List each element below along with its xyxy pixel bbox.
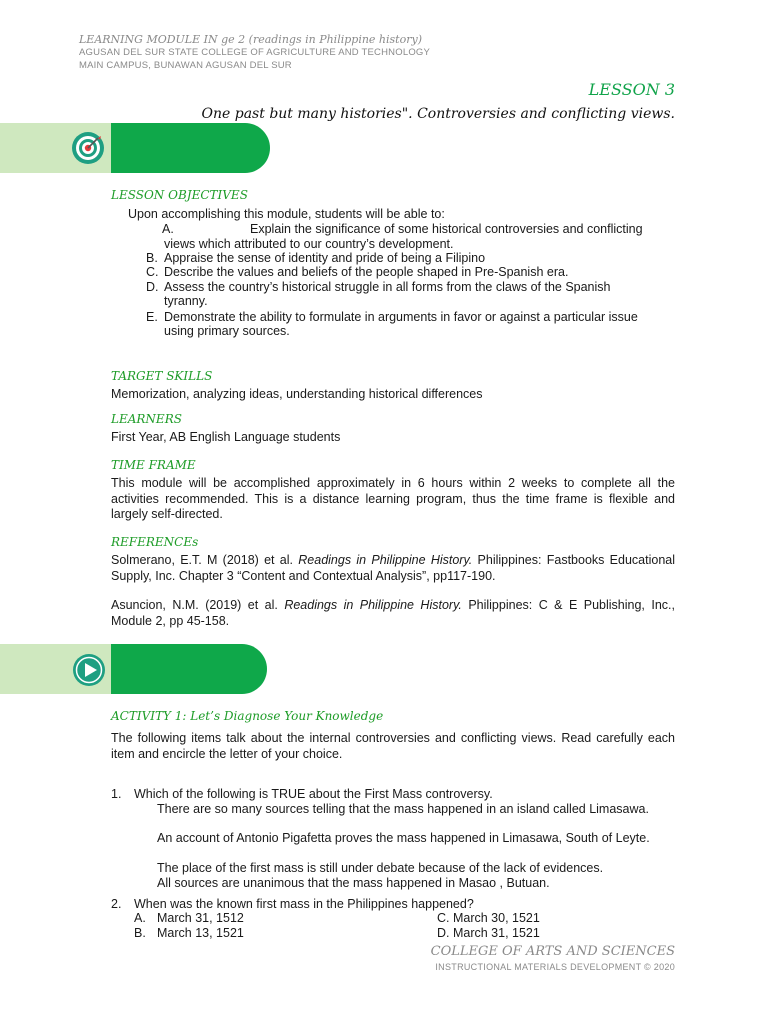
time-frame-text: This module will be accomplished approximately in 6 hours within 2 weeks to complete all the activities recommended. This is a distance learning program, thus the time frame is flexible and largely self-directed. [111,476,675,521]
reference-2: Asuncion, N.M. (2019) et al. Readings in Philippine History. Philippines: C & E Publishing, Inc., Module 2, pp 45-158. [111,598,675,628]
campus-address: MAIN CAMPUS, BUNAWAN AGUSAN DEL SUR [79,60,292,71]
target-icon [71,131,105,165]
references-heading: REFERENCEs [111,535,199,549]
target-skills-heading: TARGET SKILLS [111,369,213,383]
question-2-choice-c[interactable]: C. March 30, 1521 [437,911,540,925]
footer-imd: INSTRUCTIONAL MATERIALS DEVELOPMENT © 2020 [435,962,675,972]
objective-e-text: Demonstrate the ability to formulate in arguments in favor or against a particular issue [164,310,638,324]
objective-b-text: Appraise the sense of identity and pride of being a Filipino [164,251,486,265]
activity-band-light [0,644,125,694]
footer-college: COLLEGE OF ARTS AND SCIENCES [430,944,675,959]
objective-a-text: Explain the significance of some historical controversies and conflicting [250,222,643,236]
objective-d-cont: tyranny. [164,294,208,308]
time-frame-heading: TIME FRAME [111,458,196,472]
question-1-choice-a[interactable]: There are so many sources telling that the mass happened in an island called Limasawa. [157,802,649,816]
learners-heading: LEARNERS [111,412,182,426]
module-header-title: LEARNING MODULE IN ge 2 (readings in Philippine history) [79,33,422,46]
reference-2-title: Readings in Philippine History. [284,598,462,612]
play-icon [72,653,106,687]
learners-text: First Year, AB English Language students [111,430,341,444]
question-1-text: Which of the following is TRUE about the First Mass controversy. [134,787,493,801]
school-name: AGUSAN DEL SUR STATE COLLEGE OF AGRICULTURE AND TECHNOLOGY [79,47,431,58]
question-1-choice-c[interactable]: The place of the first mass is still under debate because of the lack of evidences. [157,861,604,875]
objective-d-letter: D. [146,280,159,294]
reference-1-title: Readings in Philippine History. [298,553,473,567]
activity-band [111,644,267,694]
question-2-choice-a-letter: A. [134,911,146,925]
question-2-choice-d[interactable]: D. March 31, 1521 [437,926,540,940]
question-2-choice-b[interactable]: March 13, 1521 [157,926,244,940]
reference-1: Solmerano, E.T. M (2018) et al. Readings in Philippine History. Philippines: Fastbooks Educational Supply, Inc. Chapter 3 “Content and Contextual Analysis”, pp117-190. [111,553,675,583]
question-2-choice-a[interactable]: March 31, 1512 [157,911,244,925]
objective-c-letter: C. [146,265,159,279]
objective-e-cont: using primary sources. [164,324,290,338]
objective-d-text: Assess the country’s historical struggle in all forms from the claws of the Spanish [164,280,611,294]
objectives-band [111,123,270,173]
question-1-number: 1. [111,787,122,801]
objective-b-letter: B. [146,251,158,265]
question-2-choice-b-letter: B. [134,926,146,940]
lesson-number: LESSON 3 [588,80,675,99]
question-2-number: 2. [111,897,122,911]
question-1-choice-b[interactable]: An account of Antonio Pigafetta proves the mass happened in Limasawa, South of Leyte. [157,831,650,845]
question-1-choice-d[interactable]: All sources are unanimous that the mass happened in Masao , Butuan. [157,876,550,890]
objectives-band-light [0,123,125,173]
objective-a-cont: views which attributed to our country’s development. [164,237,454,251]
objective-e-letter: E. [146,310,158,324]
target-skills-text: Memorization, analyzing ideas, understanding historical differences [111,387,483,401]
activity-heading: ACTIVITY 1: Let’s Diagnose Your Knowledge [111,709,384,723]
objectives-heading: LESSON OBJECTIVES [111,188,248,202]
objective-a-letter: A. [162,222,174,236]
objective-c-text: Describe the values and beliefs of the people shaped in Pre-Spanish era. [164,265,569,279]
objectives-intro: Upon accomplishing this module, students will be able to: [128,207,445,221]
activity-intro: The following items talk about the internal controversies and conflicting views. Read carefully each item and encircle the letter of your choice. [111,731,675,761]
lesson-title: One past but many histories". Controversies and conflicting views. [201,106,675,122]
question-2-text: When was the known first mass in the Philippines happened? [134,897,474,911]
